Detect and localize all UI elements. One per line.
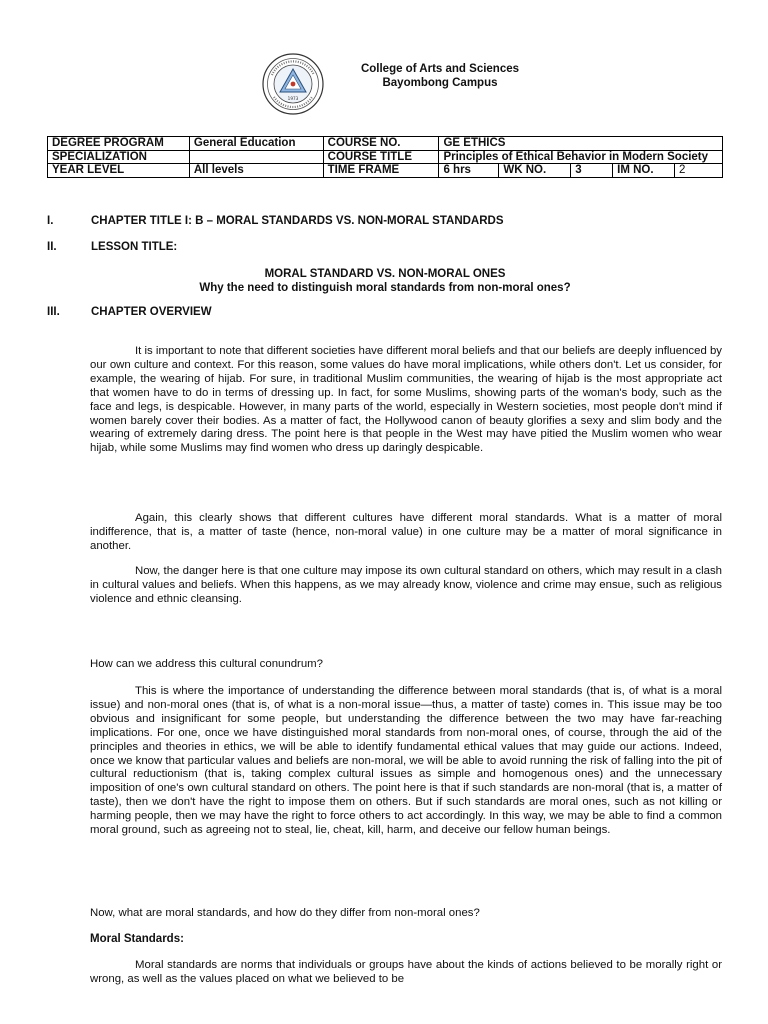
section-chapter-overview	[47, 306, 212, 318]
degree-program-label: DEGREE PROGRAM	[48, 137, 190, 151]
paragraph: It is important to note that different societies have different moral beliefs and that our beliefs are deeply influenced by our own culture and context. For this reason, some values do have moral implications, while others don't. Let us consider, for example, the wearing of hijab. For sure, in traditional Muslim communities, the wearing of hijab is the most appropriate act that women have to do in terms of dressing up. In fact, for some Muslims, showing parts of the woman's body, such as the face and legs, is despicable. However, in many parts of the world, especially in Western societies, most people don't mind if women barely cover their bodies. As a matter of fact, the Hollywood canon of beauty glorifies a sexy and slim body and the wearing of extremely daring dress. The point here is that people in the West may have pitied the Muslim women who wear hijab, while some Muslims may find women who dress up daringly despicable.	[90, 345, 722, 455]
degree-program-value: General Education	[189, 137, 323, 151]
chapter-title: CHAPTER TITLE I: B – MORAL STANDARDS VS. NON-MORAL STANDARDS	[91, 215, 504, 227]
table-row	[48, 150, 723, 164]
university-seal-logo	[262, 53, 324, 115]
course-title-value: Principles of Ethical Behavior in Modern Society	[439, 150, 723, 164]
lesson-subtitle: Why the need to distinguish moral standards from non-moral ones?	[199, 281, 571, 294]
specialization-label: SPECIALIZATION	[48, 150, 190, 164]
paragraph: This is where the importance of understanding the difference between moral standards (that is, of what is a moral issue) and non-moral ones (that is, of what is a non-moral issue—thus, a matter of taste) comes in. This issue may be too obvious and insignificant for some people, but understanding the difference between the two may have far-reaching implications. For one, once we have distinguished moral standards from non-moral ones, of course, through the aid of the principles and theories in ethics, we will be able to identify fundamental ethical values that may guide our actions. Indeed, once we know that particular values and beliefs are non-moral, we will be able to avoid running the risk of falling into the pit of cultural reductionism (that is, taking complex cultural issues as simple and homogenous ones) and the unnecessary imposition of one's own cultural standard on others. The point here is that if such standards are non-moral (that is, a matter of taste), then we don't have the right to impose them on others. But if such standards are moral ones, such as not killing or harming people, then we may have the right to force others to act accordingly. In this way, we may be able to find a common moral ground, such as agreeing not to steal, lie, cheat, kill, harm, and deceive our fellow human beings.	[90, 685, 722, 837]
paragraph: Moral standards are norms that individuals or groups have about the kinds of actions believed to be morally right or wrong, as well as the values placed on what we believed to be	[90, 959, 722, 985]
lesson-title-block	[47, 268, 723, 295]
table-row	[48, 164, 723, 178]
wk-no-value: 3	[571, 164, 613, 178]
course-no-label: COURSE NO.	[323, 137, 439, 151]
paragraph: Now, the danger here is that one culture may impose its own cultural standard on others, which may result in a clash in cultural values and beliefs. When this happens, as we may already know, violence and crime may ensue, such as religious violence and ethnic cleansing.	[90, 565, 722, 605]
svg-text:1973: 1973	[287, 96, 299, 101]
college-heading	[330, 62, 550, 90]
paragraph: Again, this clearly shows that different cultures have different moral standards. What is a matter of moral indifference, that is, a matter of taste (hence, non-moral value) in one culture may be a matter of moral significance in another.	[90, 512, 722, 552]
subheading-moral-standards: Moral Standards:	[90, 933, 184, 945]
year-level-value: All levels	[189, 164, 323, 178]
time-frame-label: TIME FRAME	[323, 164, 439, 178]
section-lesson-title	[47, 241, 177, 253]
time-frame-value: 6 hrs	[439, 164, 499, 178]
question-text: Now, what are moral standards, and how do they differ from non-moral ones?	[90, 907, 480, 919]
lesson-title-label: LESSON TITLE:	[91, 241, 178, 253]
course-info-table	[47, 136, 723, 178]
section-chapter-title	[47, 215, 504, 227]
college-name: College of Arts and Sciences	[360, 63, 520, 75]
campus-name: Bayombong Campus	[382, 77, 498, 89]
year-level-label: YEAR LEVEL	[48, 164, 190, 178]
table-row	[48, 137, 723, 151]
lesson-title: MORAL STANDARD VS. NON-MORAL ONES	[264, 268, 506, 280]
course-title-label: COURSE TITLE	[323, 150, 439, 164]
im-no-label: IM NO.	[613, 164, 675, 178]
question-text: How can we address this cultural conundrum?	[90, 658, 323, 670]
section-number: III.	[47, 306, 60, 318]
chapter-overview-title: CHAPTER OVERVIEW	[91, 306, 212, 318]
section-number: I.	[47, 215, 54, 227]
section-number: II.	[47, 241, 57, 253]
specialization-value	[189, 150, 323, 164]
course-no-value: GE ETHICS	[439, 137, 723, 151]
wk-no-label: WK NO.	[499, 164, 571, 178]
im-no-value: 2	[675, 164, 723, 178]
